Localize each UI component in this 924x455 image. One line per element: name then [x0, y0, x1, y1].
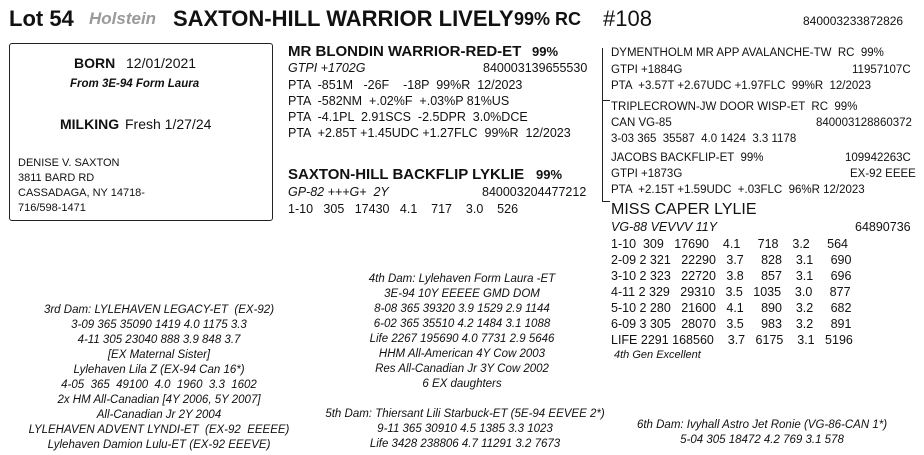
fourth-dam-line: Res All-Canadian Jr 3Y Cow 2002	[375, 363, 549, 375]
registration-number: 840003233872826	[803, 14, 904, 28]
fourth-dam-line: Life 2267 195690 4.0 7731 2.9 5646	[369, 333, 555, 345]
dam-dam-record: 5-10 2 280 21600 4.1 890 3.2 682	[611, 301, 852, 315]
sire-dam-registration: 840003128860372	[816, 117, 912, 129]
third-dam-line: Lylehaven Damion Lulu-ET (EX-92 EEEVE)	[47, 439, 271, 451]
sire-sire-name: DYMENTHOLM MR APP AVALANCHE-TW RC 99%	[611, 47, 884, 59]
breed-label: Holstein	[89, 9, 157, 28]
dam-sire-pta: PTA +2.15T +1.59UDC +.03FLC 96%R 12/2023	[611, 184, 865, 196]
fourth-dam-line: 6-02 365 35510 4.2 1484 3.1 1088	[373, 318, 551, 330]
dam-sire-gtpi: GTPI +1873G	[611, 168, 683, 180]
third-dam-line: 4-11 305 23040 888 3.9 848 3.7	[77, 334, 241, 346]
sire-pta-line: PTA +2.85T +1.45UDC +1.27FLC 99%R 12/2023	[288, 126, 571, 140]
fifth-dam-line: Life 3428 238806 4.7 11291 3.2 7673	[369, 438, 561, 450]
sire-dam-classification: CAN VG-85	[611, 117, 672, 129]
third-dam-line: LYLEHAVEN ADVENT LYNDI-ET (EX-92 EEEEE)	[28, 424, 290, 436]
sire-percent: 99%	[532, 44, 559, 59]
sixth-dam-line: 6th Dam: Ivyhall Astro Jet Ronie (VG-86-CAN 1*)	[636, 419, 888, 431]
dam-sire-classification: EX-92 EEEE	[850, 168, 916, 180]
owner-name: DENISE V. SAXTON	[18, 157, 120, 169]
sire-dam-record: 3-03 365 35587 4.0 1424 3.3 1178	[611, 133, 797, 145]
dam-dam-name: MISS CAPER LYLIE	[611, 201, 757, 218]
fourth-dam-line: 6 EX daughters	[422, 378, 502, 390]
sire-sire-gtpi: GTPI +1884G	[611, 64, 683, 76]
sire-pta-line: PTA -851M -26F -18P 99%R 12/2023	[288, 78, 523, 92]
third-dam-line: 3rd Dam: LYLEHAVEN LEGACY-ET (EX-92)	[43, 304, 275, 316]
third-dam-line: All-Canadian Jr 2Y 2004	[96, 409, 222, 421]
sire-gtpi: GTPI +1702G	[288, 61, 366, 75]
fourth-dam-line: HHM All-American 4Y Cow 2003	[378, 348, 546, 360]
milking-label: MILKING	[60, 116, 120, 132]
catalog-number: #108	[603, 6, 652, 31]
third-dam-line: 4-05 365 49100 4.0 1960 3.3 1602	[61, 379, 257, 391]
born-label: BORN	[74, 55, 116, 71]
dam-name: SAXTON-HILL BACKFLIP LYKLIE	[288, 166, 525, 183]
dam-sire-registration: 109942263C	[845, 152, 911, 164]
dam-dam-registration: 64890736	[855, 220, 911, 234]
third-dam-line: Lylehaven Lila Z (EX-94 Can 16*)	[73, 364, 245, 376]
fourth-dam-line: 8-08 365 39320 3.9 1529 2.9 1144	[374, 303, 550, 315]
dam-reference: From 3E-94 Form Laura	[70, 78, 200, 90]
sixth-dam-line: 5-04 305 18472 4.2 769 3.1 578	[680, 434, 844, 446]
sire-registration: 840003139655530	[483, 61, 588, 75]
dam-classification: GP-82 +++G+ 2Y	[288, 185, 389, 199]
dam-dam-record: 2-09 2 321 22290 3.7 828 3.1 690	[611, 253, 852, 267]
owner-street: 3811 BARD RD	[18, 172, 95, 184]
bracket-line	[602, 48, 603, 100]
dam-registration: 840003204477212	[482, 185, 587, 199]
lot-number: Lot 54	[9, 6, 74, 31]
dam-dam-record: 6-09 3 305 28070 3.5 983 3.2 891	[611, 317, 852, 331]
bracket-line	[602, 100, 603, 150]
owner-city: CASSADAGA, NY 14718-	[18, 187, 145, 199]
dam-percent: 99%	[536, 167, 563, 182]
owner-phone: 716/598-1471	[18, 202, 86, 214]
dam-dam-classification: VG-88 VEVVV 11Y	[611, 220, 718, 234]
bracket-line	[602, 100, 610, 101]
fifth-dam-line: 9-11 365 30910 4.5 1385 3.3 1023	[377, 423, 553, 435]
third-dam-line: [EX Maternal Sister]	[107, 349, 211, 361]
animal-name: SAXTON-HILL WARRIOR LIVELY	[173, 6, 514, 31]
fourth-dam-line: 3E-94 10Y EEEEE GMD DOM	[384, 288, 540, 300]
third-dam-line: 3-09 365 35090 1419 4.0 1175 3.3	[71, 319, 247, 331]
sire-dam-name: TRIPLECROWN-JW DOOR WISP-ET RC 99%	[611, 101, 858, 113]
sire-sire-pta: PTA +3.57T +2.67UDC +1.97FLC 99%R 12/2023	[611, 80, 872, 92]
dam-record: 1-10 305 17430 4.1 717 3.0 526	[288, 202, 519, 216]
dam-dam-note: 4th Gen Excellent	[614, 349, 701, 361]
sire-sire-registration: 11957107C	[852, 64, 911, 76]
dam-dam-record: 3-10 2 323 22720 3.8 857 3.1 696	[611, 269, 852, 283]
fourth-dam-line: 4th Dam: Lylehaven Form Laura -ET	[368, 273, 556, 285]
sire-pta-line: PTA -4.1PL 2.91SCS -2.5DPR 3.0%DCE	[288, 110, 528, 124]
milking-value: Fresh 1/27/24	[125, 116, 212, 132]
bracket-line	[602, 201, 610, 202]
dam-dam-record: LIFE 2291 168560 3.7 6175 3.1 5196	[611, 333, 853, 347]
fifth-dam-line: 5th Dam: Thiersant Lili Starbuck-ET (5E-94 EEVEE 2*)	[325, 408, 605, 420]
dam-dam-record: 1-10 309 17690 4.1 718 3.2 564	[611, 237, 848, 251]
dam-sire-name: JACOBS BACKFLIP-ET 99%	[611, 152, 764, 164]
sire-name: MR BLONDIN WARRIOR-RED-ET	[288, 43, 522, 60]
born-date: 12/01/2021	[126, 55, 197, 71]
third-dam-line: 2x HM All-Canadian [4Y 2006, 5Y 2007]	[57, 394, 261, 406]
sire-pta-line: PTA -582NM +.02%F +.03%P 81%US	[288, 94, 510, 108]
bracket-line	[602, 150, 603, 202]
animal-percent: 99% RC	[514, 9, 582, 29]
dam-dam-record: 4-11 2 329 29310 3.5 1035 3.0 877	[611, 285, 851, 299]
